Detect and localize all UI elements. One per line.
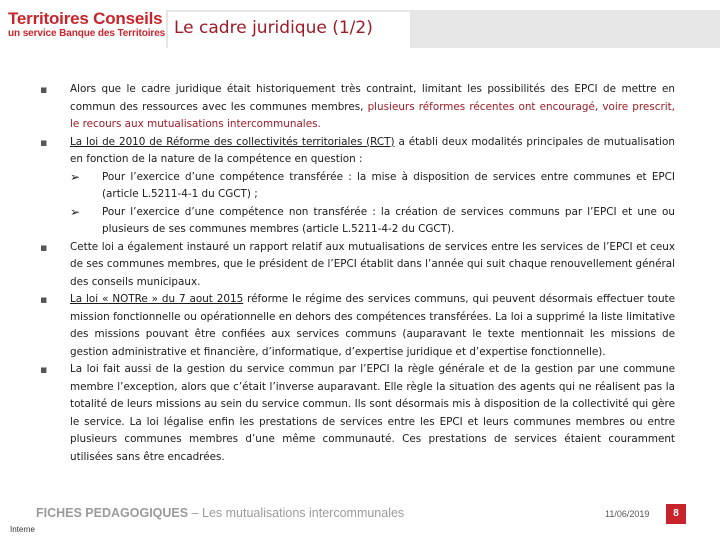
bullet-dot-icon: ▪ (40, 240, 48, 254)
footer-date: 11/06/2019 (605, 509, 650, 519)
logo-title: Territoires Conseils (8, 9, 163, 28)
sub-item-2 (70, 204, 675, 239)
bullet-3 (40, 239, 675, 292)
arrow-bullet-icon: ➢ (70, 204, 81, 219)
bullet-1-highlight: plusieurs réformes récentes ont encouragé, voire prescrit, le recours aux mutualisations intercommunales. (70, 100, 675, 130)
footer-brand: FICHES PEDAGOGIQUES (36, 506, 189, 520)
bullet-dot-icon: ▪ (40, 293, 48, 306)
sub-item-1-text: Pour l’exercice d’une compétence transférée : la mise à disposition de services entre communes et EPCI (article L.5211-4-1 du CGCT) ; (102, 170, 675, 200)
bullet-dot-icon: ▪ (40, 135, 48, 149)
bullet-5 (40, 361, 675, 466)
classification-label: Interne (10, 525, 35, 534)
bullet-2-law-reference: La loi de 2010 de Réforme des collectivités territoriales (RCT) (70, 135, 395, 148)
logo-subtitle: un service Banque des Territoires (8, 28, 166, 39)
bullet-4 (40, 291, 675, 361)
bullet-dot-icon: ▪ (40, 363, 48, 376)
sub-item-1 (70, 169, 675, 204)
footer-title (36, 506, 404, 520)
bullet-1 (40, 81, 675, 134)
bullet-5-text: La loi fait aussi de la gestion du service commun par l’EPCI la règle générale et de la gestion par une commune membre l’exception, alors que c’était l’inverse auparavant. Elle règle la situation des agents qui ne réalisent pas la totalité de leurs missions au sein du service commun. Ils sont désormais mis à disposition de la collectivité qui gère le service. La loi légalise enfin les prestations de services entre les EPCI et leurs communes membres ou entre plusieurs communes membres d’une même communauté. Ces prestations de services étaient couramment utilisées sans être encadrées. (70, 363, 675, 463)
page-number-badge: 8 (666, 504, 686, 524)
bullet-1-text: Alors que le cadre juridique était historiquement très contraint, limitant les possibilités des EPCI de mettre en commun des ressources avec les communes membres, (70, 83, 675, 113)
bullet-2 (40, 134, 675, 239)
sub-item-2-text: Pour l’exercice d’une compétence non transférée : la création de services communs par l’EPCI et une ou plusieurs de ses communes membres (article L.5211-4-2 du CGCT). (102, 205, 675, 235)
slide-title: Le cadre juridique (1/2) (174, 18, 373, 38)
bullet-dot-icon: ▪ (40, 83, 48, 96)
bullet-4-law-reference: La loi « NOTRe » du 7 aout 2015 (70, 293, 244, 305)
bullet-2-text: a établi deux modalités principales de mutualisation en fonction de la nature de la compétence en question : (70, 135, 675, 165)
slide-content (40, 81, 675, 466)
footer-subtitle: – Les mutualisations intercommunales (188, 506, 405, 520)
arrow-bullet-icon: ➢ (70, 169, 81, 184)
bullet-4-text: réforme le régime des services communs, qui peuvent désormais effectuer toute mission fonctionnelle ou opérationnelle en dehors des compétences transférées. La loi a supprimé la liste limitative des missions pouvant être confiées aux services communs (auparavant le texte mentionnait les missions de gestion administrative et financière, d’informatique, d’expertise juridique et d’expertise fonctionnelle). (70, 293, 675, 358)
bullet-3-text: Cette loi a également instauré un rapport relatif aux mutualisations de services entre les services de l’EPCI et ceux de ses communes membres, que le président de l’EPCI établit dans l’année qui suit chaque renouvellement général des conseils municipaux. (70, 240, 675, 288)
logo (8, 9, 164, 40)
